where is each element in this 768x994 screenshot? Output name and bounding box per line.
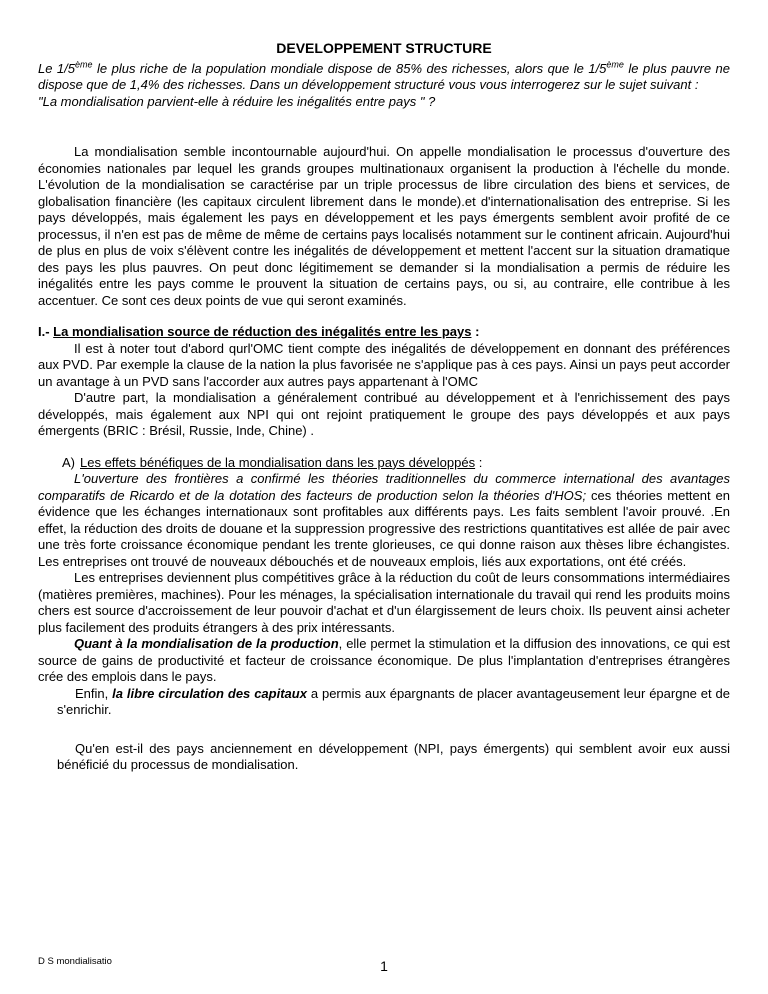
section-1-number: I.- <box>38 324 54 339</box>
paragraph-autre-part: D'autre part, la mondialisation a généralement contribué au développement et à l'enrichissement des pays développés, mais également aux NPI qui ont rejoint pratiquement le groupe des pays développés et aux pays émergents (BRIC : Brésil, Russie, Inde, Chine) . <box>38 390 730 438</box>
section-a-title: Les effets bénéfiques de la mondialisation dans les pays développés <box>80 454 476 470</box>
intro-text-1: Le 1/5 <box>38 60 76 76</box>
paragraph-segment: , elle permet la stimulation et la diffusion des innovations, ce qui est source de gains de productivité et facteur de croissance économique. De plus l'implantation d'entreprises étrangères crée des emplois dans le pays. <box>38 636 730 684</box>
paragraph-production <box>38 636 730 686</box>
section-1-suffix: : <box>471 324 480 339</box>
section-heading-a <box>38 455 730 472</box>
section-a-suffix: : <box>475 454 483 470</box>
intro-paragraph <box>38 61 730 94</box>
section-heading-1 <box>38 324 730 341</box>
paragraph-introduction: La mondialisation semble incontournable aujourd'hui. On appelle mondialisation le processus d'ouverture des économies nationales par lequel les grands groupes multinationaux organisent la production à l'échelle du monde. L'évolution de la mondialisation se caractérise par un triple processus de libre circulation des biens et services, de globalisation financière (les capitaux circulent librement dans le monde).et d'internationalisation des entreprise. Si les pays développés, mais également les pays en développement et les pays émergents semblent avoir profité de ce processus, il n'en est pas de même de même de certains pays localisés notamment sur le continent africain. Aujourd'hui de plus en plus de voix s'élèvent contre les inégalités de développement et mettent l'accent sur la situation dramatique des pays les plus pauvres. On peut donc légitimement se demander si la mondialisation a permis de réduire les inégalités entre les pays comme le prouvent la situation de certains pays, ou si, au contraire, elle contribue à les accentuer. Ce sont ces deux points de vue qui seront examinés. <box>38 144 730 308</box>
section-a-letter: A) <box>62 454 75 470</box>
ordinal-superscript-1: ème <box>75 59 93 70</box>
paragraph-segment-italic: L'ouverture des frontières a confirmé les théories traditionnelles du commerce international des avantages comparatifs de Ricardo et de la dotation des facteurs de production selon la théories d'HOS; <box>38 471 730 503</box>
document-title: DEVELOPPEMENT STRUCTURE <box>276 40 492 56</box>
paragraph-entreprises: Les entreprises deviennent plus compétitives grâce à la réduction du coût de leurs consommations intermédiaires (matières premières, machines). Pour les ménages, la spécialisation internationale du travail qui rend les produits moins chers est source d'accroissement de leur pouvoir d'achat et d'un élargissement de leurs choix. Ils peuvent ainsi acheter plus facilement des produits étrangers à des prix intéressants. <box>38 570 730 635</box>
intro-text-2: le plus riche de la population mondiale dispose de 85% des richesses, alors que le 1/5 <box>92 60 607 76</box>
paragraph-segment-bold-italic: la libre circulation des capitaux <box>112 685 307 701</box>
paragraph-segment-bold-italic: Quant à la mondialisation de la production <box>74 636 339 651</box>
intro-text-3: le plus pauvre ne dispose que de 1,4% des richesses. Dans un développement structuré vous vous interrogerez sur le sujet suivant : <box>38 60 730 92</box>
paragraph-segment: ces théories mettent en évidence que les échanges internationaux sont profitables aux différents pays. Les faits semblent l'avoir prouvé. .En effet, la réduction des droits de douane et la suppression progressive des restrictions quantitatives est allée de pair avec une très forte croissance économique pendant les trente glorieuses, ce qui donne raison aux thèses libre échangistes. Les entreprises ont trouvé de nouveaux débouchés et de nouveaux emplois, liés aux exportations, ont été créés. <box>38 487 730 569</box>
paragraph-capitaux <box>57 686 730 719</box>
paragraph-segment: a permis aux épargnants de placer avantageusement leur épargne et de s'enrichir. <box>57 685 731 717</box>
paragraph-ouverture <box>38 471 730 570</box>
footer-document-name: D S mondialisatio <box>38 956 112 967</box>
subject-quote: "La mondialisation parvient-elle à réduire les inégalités entre pays " ? <box>38 93 436 109</box>
ordinal-superscript-2: ème <box>606 59 624 70</box>
section-1-title: La mondialisation source de réduction des inégalités entre les pays <box>53 324 472 339</box>
paragraph-omc: Il est à noter tout d'abord qurl'OMC tient compte des inégalités de développement en donnant des préférences aux PVD. Par exemple la clause de la nation la plus favorisée ne s'applique pas à ces pays. Ainsi un pays peut accorder un avantage à un PVD sans l'accorder aux autres pays appartenant à l'OMC <box>38 340 730 389</box>
page-number: 1 <box>380 957 388 974</box>
paragraph-segment: Enfin, <box>75 685 113 701</box>
paragraph-npi: Qu'en est-il des pays anciennement en développement (NPI, pays émergents) qui semblent avoir eux aussi bénéficié du processus de mondialisation. <box>57 740 730 772</box>
